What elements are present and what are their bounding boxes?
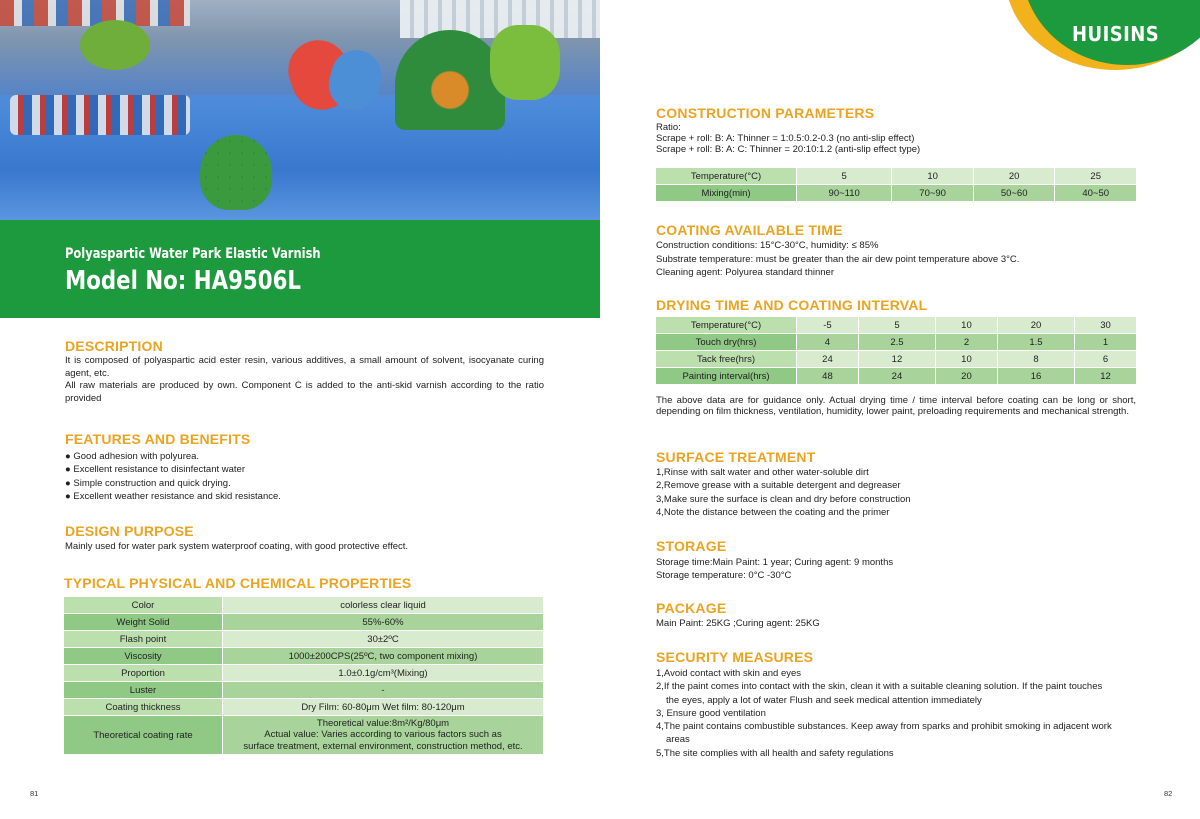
page-number-left: 81 [30, 789, 39, 798]
ratio-line-1: Scrape + roll: B: A: Thinner = 1:0.5:0.2-0.3 (no anti-slip effect) [656, 133, 915, 144]
product-title-banner [0, 220, 600, 318]
table-cell: Coating thickness [64, 699, 222, 715]
list-item: ● Good adhesion with polyurea. [65, 451, 200, 462]
table-cell: 5 [859, 317, 935, 333]
list-item: the eyes, apply a lot of water Flush and seek medical attention immediately [666, 694, 982, 706]
table-row [64, 665, 543, 681]
list-item: 1,Rinse with salt water and other water-soluble dirt [656, 467, 869, 478]
list-item: 3,Make sure the surface is clean and dry before construction [656, 493, 911, 505]
table-cell: 20 [974, 168, 1055, 184]
package-heading: PACKAGE [656, 600, 727, 616]
table-cell: 10 [936, 317, 997, 333]
table-cell: 10 [936, 351, 997, 367]
coating-time-line: Construction conditions: 15°C-30°C, humidity: ≤ 85% [656, 240, 879, 251]
list-item: 4,The paint contains combustible substances. Keep away from sparks and prohibit smoking in adjacent work [656, 721, 1112, 733]
list-item: 2,If the paint comes into contact with the skin, clean it with a suitable cleaning solution. If the paint touches [656, 681, 1103, 693]
huisins-logo [1000, 0, 1200, 72]
table-cell: Temperature(°C) [656, 168, 796, 184]
table-row [656, 168, 1136, 184]
table-cell: Mixing(min) [656, 185, 796, 201]
table-row [64, 631, 543, 647]
table-cell: 90~110 [797, 185, 891, 201]
coating-time-line: Substrate temperature: must be greater than the air dew point temperature above 3°C. [656, 253, 1020, 265]
properties-table [63, 596, 544, 755]
package-text: Main Paint: 25KG ;Curing agent: 25KG [656, 618, 820, 629]
table-row [64, 597, 543, 613]
table-cell: 1.5 [998, 334, 1074, 350]
list-item: 4,Note the distance between the coating and the primer [656, 506, 890, 518]
table-cell: 1 [1075, 334, 1136, 350]
table-cell: Painting interval(hrs) [656, 368, 796, 384]
list-item: ● Excellent weather resistance and skid resistance. [65, 490, 281, 502]
table-cell: 48 [797, 368, 858, 384]
table-row [64, 648, 543, 664]
security-heading: SECURITY MEASURES [656, 649, 814, 665]
table-cell: 2 [936, 334, 997, 350]
table-cell: 20 [936, 368, 997, 384]
coating-time-heading: COATING AVAILABLE TIME [656, 222, 843, 238]
table-cell: Temperature(°C) [656, 317, 796, 333]
table-row [64, 682, 543, 698]
features-list [65, 450, 544, 503]
model-number: Model No: HA9506L [65, 266, 302, 296]
table-cell: 50~60 [974, 185, 1055, 201]
table-cell: Touch dry(hrs) [656, 334, 796, 350]
table-cell: 16 [998, 368, 1074, 384]
list-item: 2,Remove grease with a suitable detergent and degreaser [656, 480, 901, 492]
construction-text [656, 122, 1136, 155]
storage-heading: STORAGE [656, 538, 727, 554]
surface-heading: SURFACE TREATMENT [656, 449, 816, 465]
table-cell: 1000±200CPS(25ºC, two component mixing) [223, 648, 543, 664]
page-number-right: 82 [1164, 789, 1173, 798]
table-cell: 20 [998, 317, 1074, 333]
ratio-line-2: Scrape + roll: B: A: C: Thinner = 20:10:1.2 (anti-slip effect type) [656, 144, 921, 155]
table-cell: Flash point [64, 631, 222, 647]
rate-line-2: Actual value: Varies according to various factors such as [264, 729, 502, 741]
table-cell: 12 [1075, 368, 1136, 384]
drying-heading: DRYING TIME AND COATING INTERVAL [656, 297, 928, 313]
table-row [64, 716, 543, 754]
table-row [656, 351, 1136, 367]
table-cell: 6 [1075, 351, 1136, 367]
table-cell: 30±2ºC [223, 631, 543, 647]
table-cell: 24 [797, 351, 858, 367]
table-cell: 25 [1055, 168, 1136, 184]
properties-heading: TYPICAL PHYSICAL AND CHEMICAL PROPERTIES [64, 575, 412, 591]
description-heading: DESCRIPTION [65, 338, 163, 354]
coating-time-line: Cleaning agent: Polyurea standard thinner [656, 267, 834, 278]
table-row [656, 317, 1136, 333]
table-cell: Dry Film: 60-80μm Wet film: 80-120μm [223, 699, 543, 715]
table-cell: Proportion [64, 665, 222, 681]
coating-time-text [656, 239, 1136, 280]
description-text [65, 355, 544, 405]
ratio-label: Ratio: [656, 122, 681, 133]
storage-text [656, 556, 1136, 583]
table-cell: 70~90 [892, 185, 973, 201]
rate-line-1: Theoretical value:8m²/Kg/80μm [316, 717, 450, 729]
table-cell: Tack free(hrs) [656, 351, 796, 367]
table-cell: 5 [797, 168, 891, 184]
table-cell: Theoretical coating rate [64, 716, 222, 754]
list-item: 1,Avoid contact with skin and eyes [656, 668, 802, 679]
construction-heading: CONSTRUCTION PARAMETERS [656, 105, 875, 121]
list-item: 3, Ensure good ventilation [656, 707, 766, 719]
table-cell: 1.0±0.1g/cm³(Mixing) [223, 665, 543, 681]
table-cell: Weight Solid [64, 614, 222, 630]
table-row [64, 614, 543, 630]
table-cell [223, 716, 543, 754]
drying-table [655, 316, 1137, 385]
table-cell: colorless clear liquid [223, 597, 543, 613]
rate-line-3: surface treatment, external environment, construction method, etc. [243, 740, 523, 752]
storage-line: Storage time:Main Paint: 1 year; Curing agent: 9 months [656, 557, 894, 568]
design-purpose-text: Mainly used for water park system waterproof coating, with good protective effect. [65, 541, 409, 552]
water-park-photo [0, 0, 600, 220]
list-item: 5,The site complies with all health and safety regulations [656, 747, 894, 759]
description-para-1: It is composed of polyaspartic acid ester resin, various additives, a small amount of solvent, isocyanate curing agent, etc. [65, 355, 544, 379]
drying-note: The above data are for guidance only. Actual drying time / time interval before coating can be long or short, depending on film thickness, ventilation, humidity, lower paint, preloading requirements and mechanical strength. [656, 395, 1136, 417]
table-cell: Viscosity [64, 648, 222, 664]
list-item: ● Excellent resistance to disinfectant water [65, 464, 245, 476]
table-cell: 8 [998, 351, 1074, 367]
design-purpose-heading: DESIGN PURPOSE [65, 523, 194, 539]
logo-text: HUISINS [1072, 22, 1160, 46]
table-cell: - [223, 682, 543, 698]
surface-list [656, 466, 1136, 519]
table-cell: 24 [859, 368, 935, 384]
list-item: ● Simple construction and quick drying. [65, 477, 231, 489]
table-cell: 12 [859, 351, 935, 367]
table-cell: 2.5 [859, 334, 935, 350]
table-cell: Color [64, 597, 222, 613]
features-heading: FEATURES AND BENEFITS [65, 431, 251, 447]
storage-line: Storage temperature: 0°C -30°C [656, 570, 792, 582]
list-item: areas [666, 734, 690, 746]
table-row [64, 699, 543, 715]
table-row [656, 185, 1136, 201]
table-cell: 55%-60% [223, 614, 543, 630]
table-cell: 10 [892, 168, 973, 184]
table-cell: 30 [1075, 317, 1136, 333]
mixing-table [655, 167, 1137, 202]
table-row [656, 368, 1136, 384]
table-cell: -5 [797, 317, 858, 333]
security-list [656, 667, 1146, 760]
table-cell: 4 [797, 334, 858, 350]
description-para-2: All raw materials are produced by own. Component C is added to the anti-skid varnish according to the ratio provided [65, 380, 544, 404]
table-cell: 40~50 [1055, 185, 1136, 201]
table-row [656, 334, 1136, 350]
product-subtitle: Polyaspartic Water Park Elastic Varnish [65, 246, 321, 262]
table-cell: Luster [64, 682, 222, 698]
